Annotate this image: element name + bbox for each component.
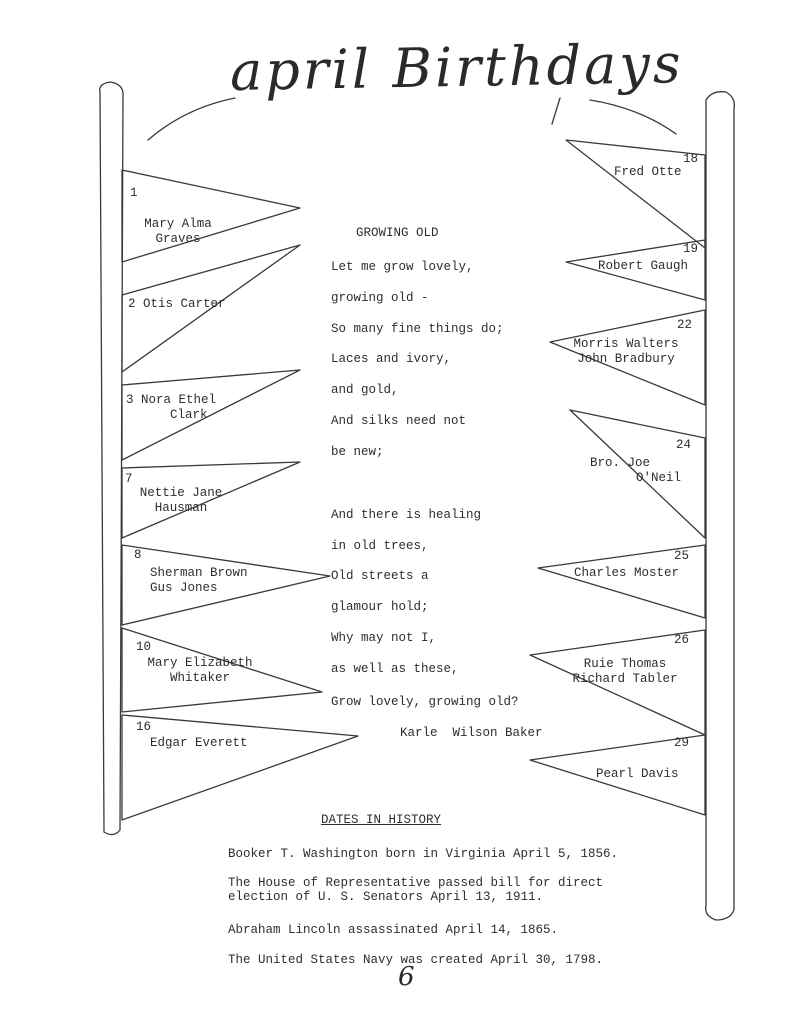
pennant-names: Fred Otte xyxy=(614,165,682,179)
pennant-names: Pearl Davis xyxy=(596,767,679,781)
left-pole xyxy=(100,82,123,835)
poem-line: growing old - xyxy=(331,291,429,305)
pennant-names: Mary Alma Graves xyxy=(144,217,212,246)
history-item: election of U. S. Senators April 13, 1911. xyxy=(228,890,544,904)
poem-line: and gold, xyxy=(331,383,399,397)
title-swoop-right xyxy=(590,100,676,134)
pennant-names: Edgar Everett xyxy=(150,736,248,750)
poem-title: GROWING OLD xyxy=(356,226,439,240)
page-title: april Birthdays xyxy=(229,32,685,103)
history-item: Abraham Lincoln assassinated April 14, 1865. xyxy=(228,923,559,937)
title-swoop-left xyxy=(148,98,235,140)
pennant-names: Sherman Brown Gus Jones xyxy=(150,566,248,595)
history-item: The United States Navy was created April 30, 1798. xyxy=(228,953,604,967)
pennant-shape-1 xyxy=(122,170,300,262)
pennant-day: 7 xyxy=(125,472,133,486)
pennant-day: 24 xyxy=(676,438,692,452)
pennant-names: Clark xyxy=(170,408,208,422)
poem-line: Why may not I, xyxy=(331,631,437,645)
pennant-names: Morris Walters John Bradbury xyxy=(573,337,679,366)
poem-line: glamour hold; xyxy=(331,600,429,614)
pennant-day: 18 xyxy=(683,152,699,166)
poem-line: Let me grow lovely, xyxy=(331,260,474,274)
poem-line: Old streets a xyxy=(331,569,429,583)
history-heading: DATES IN HISTORY xyxy=(321,813,442,827)
pennant-day: 25 xyxy=(674,549,690,563)
history-item: The House of Representative passed bill for direct xyxy=(228,876,604,890)
poem-line: be new; xyxy=(331,445,384,459)
poem-line: Laces and ivory, xyxy=(331,352,452,366)
title-tick xyxy=(552,98,560,124)
history-item: Booker T. Washington born in Virginia April 5, 1856. xyxy=(228,847,619,861)
pennant-day: 16 xyxy=(136,720,152,734)
pennant-names: Mary Elizabeth Whitaker xyxy=(147,656,253,685)
poem-line: Grow lovely, growing old? xyxy=(331,695,519,709)
pennant-names: Charles Moster xyxy=(574,566,680,580)
poem-line: And silks need not xyxy=(331,414,467,428)
pennant-day: 29 xyxy=(674,736,690,750)
pennant-day: 8 xyxy=(134,548,142,562)
pennant-shape-3 xyxy=(122,370,300,460)
poem-line: in old trees, xyxy=(331,539,429,553)
pennant-day: 19 xyxy=(683,242,699,256)
pennant-shape-7 xyxy=(122,715,358,820)
pennant-day: 10 xyxy=(136,640,152,654)
pennant-day: 22 xyxy=(677,318,693,332)
pennant-day: 26 xyxy=(674,633,690,647)
poem-line: So many fine things do; xyxy=(331,322,504,336)
pennant-names: 3 Nora Ethel xyxy=(126,393,217,407)
page-number: 6 xyxy=(398,962,415,992)
pennant-names: Robert Gaugh xyxy=(598,259,689,273)
pennant-names: O'Neil xyxy=(636,471,682,485)
pennant-names: Nettie Jane Hausman xyxy=(139,486,223,515)
pennant-names: Bro. Joe xyxy=(590,456,651,470)
poem-line: as well as these, xyxy=(331,662,459,676)
pennant-day: 1 xyxy=(130,186,138,200)
pennant-names: Ruie Thomas Richard Tabler xyxy=(572,657,678,686)
pennant-names: 2 Otis Carter xyxy=(128,297,226,311)
poem-line: And there is healing xyxy=(331,508,482,522)
poem-author: Karle Wilson Baker xyxy=(400,726,543,740)
right-pole xyxy=(706,92,735,920)
